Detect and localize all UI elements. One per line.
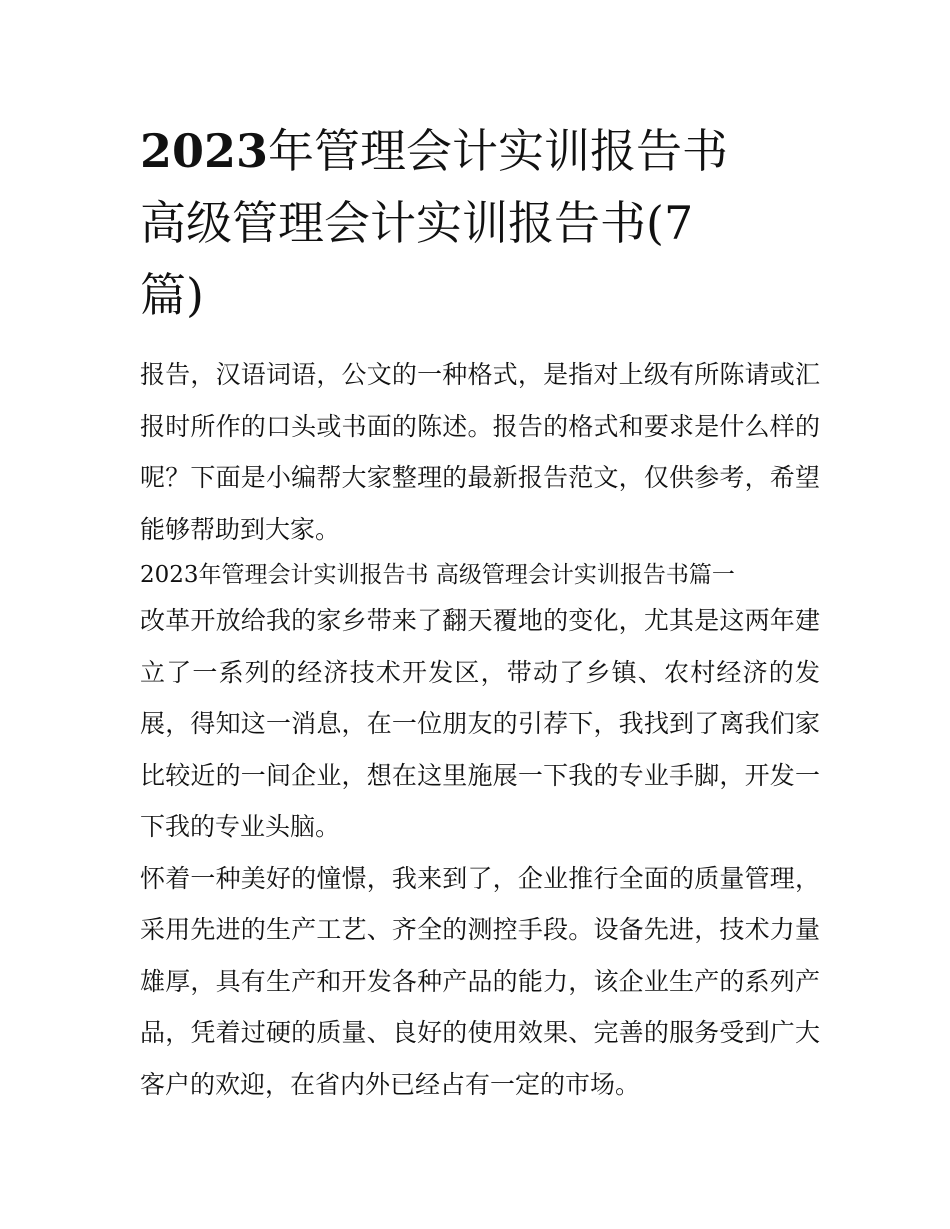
title-year: 2023 <box>140 124 269 178</box>
document-title <box>140 115 740 331</box>
intro-paragraph: 报告，汉语词语，公文的一种格式，是指对上级有所陈请或汇报时所作的口头或书面的陈述。报告的格式和要求是什么样的呢？下面是小编帮大家整理的最新报告范文，仅供参考，希望能够帮助到大家。 <box>140 360 820 544</box>
title-text: 年管理会计实训报告书 高级管理会计实训报告书(7篇) <box>140 124 729 322</box>
body-paragraph-1: 改革开放给我的家乡带来了翻天覆地的变化，尤其是这两年建立了一系列的经济技术开发区，带动了乡镇、农村经济的发展，得知这一消息，在一位朋友的引荐下，我找到了离我们家比较近的一间企业，想在这里施展一下我的专业手脚，开发一下我的专业头脑。 <box>140 606 820 841</box>
body-paragraph-2: 怀着一种美好的憧憬，我来到了，企业推行全面的质量管理，采用先进的生产工艺、齐全的测控手段。设备先进，技术力量雄厚，具有生产和开发各种产品的能力，该企业生产的系列产品，凭着过硬的质量、良好的使用效果、完善的服务受到广大客户的欢迎，在省内外已经占有一定的市场。 <box>140 863 820 1099</box>
section-heading: 2023年管理会计实训报告书 高级管理会计实训报告书篇一 <box>140 562 735 588</box>
document-page <box>140 115 820 1110</box>
